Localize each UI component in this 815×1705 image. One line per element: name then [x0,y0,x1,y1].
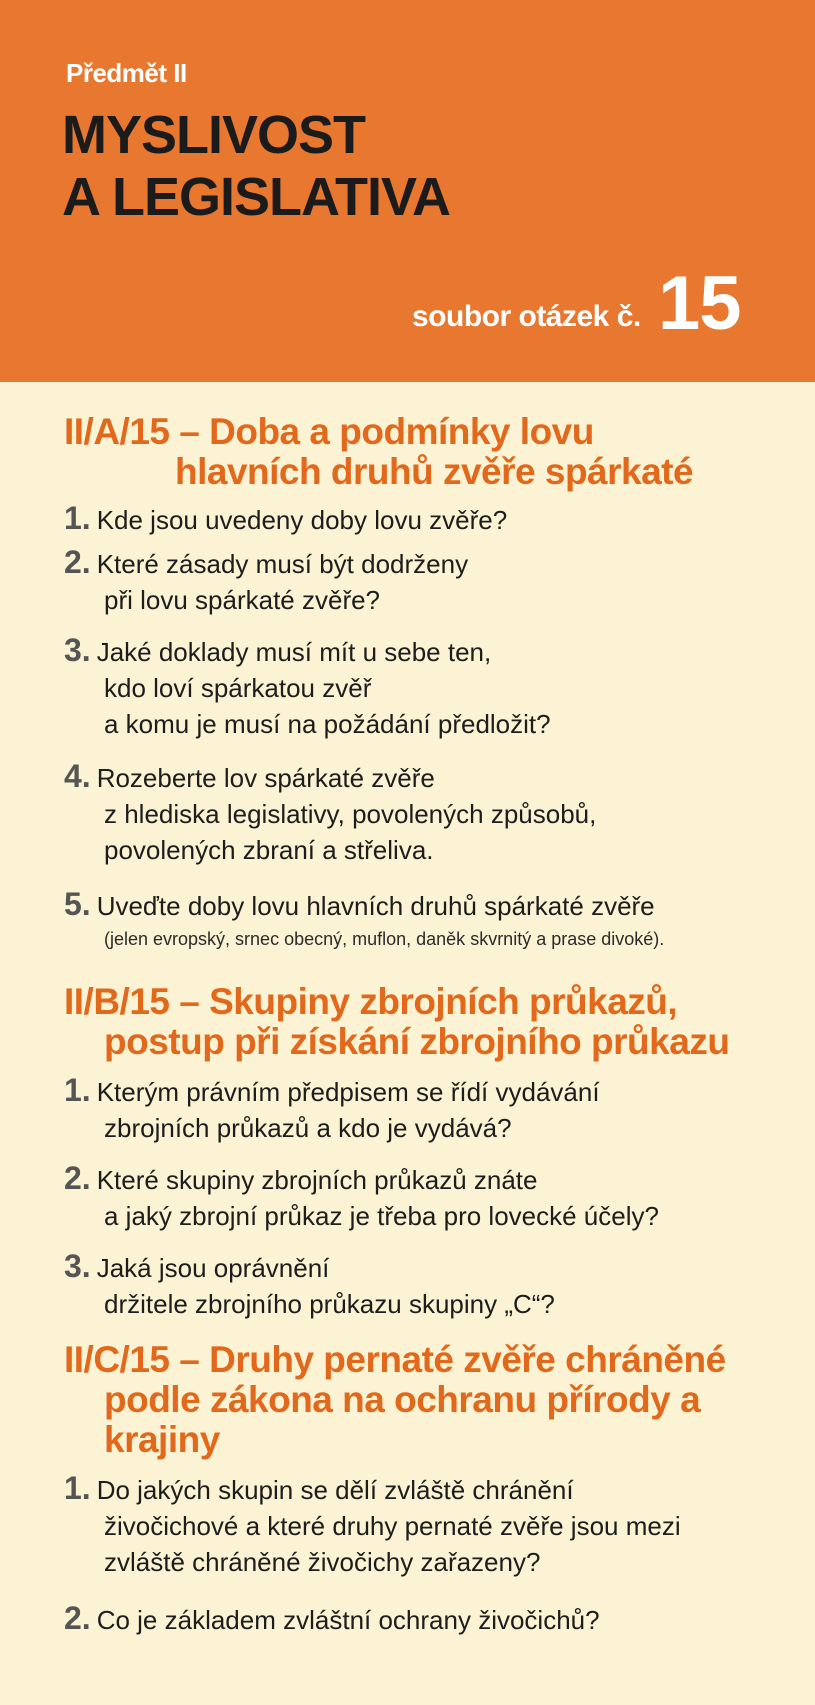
set-number: 15 [658,261,741,346]
question-text: Které zásady musí být dodrženy [96,549,469,579]
question-a-1 [64,500,507,538]
question-text: Které skupiny zbrojních průkazů znáte [96,1165,538,1195]
question-text: a komu je musí na požádání předložit? [104,709,551,739]
question-text: kdo loví spárkatou zvěř [104,673,372,703]
section-c-title-line-1: II/C/15 – Druhy pernaté zvěře chráněné [64,1339,726,1380]
question-number: 3. [64,1248,91,1284]
question-number: 3. [64,632,91,668]
set-label: soubor otázek č. [412,300,641,333]
section-b-title-line-2: postup při získání zbrojního průkazu [104,1021,730,1062]
section-a-title-line-2: hlavních druhů zvěře spárkaté [175,451,694,492]
question-text: živočichové a které druhy pernaté zvěře jsou mezi [104,1511,681,1541]
question-c-2 [64,1600,600,1638]
question-b-1 [64,1072,600,1146]
question-text: Rozeberte lov spárkaté zvěře [96,763,435,793]
question-number: 2. [64,544,91,580]
question-text: zbrojních průkazů a kdo je vydává? [104,1113,512,1143]
question-number: 2. [64,1160,91,1196]
page-title [62,104,450,228]
header-banner [0,0,815,382]
question-number: 1. [64,500,91,536]
question-text: Co je základem zvláštní ochrany živočichů? [96,1605,600,1635]
question-number: 1. [64,1072,91,1108]
section-a-title [64,412,693,492]
question-number: 2. [64,1600,91,1636]
question-text: zvláště chráněné živočichy zařazeny? [104,1547,541,1577]
section-a-title-line-1: II/A/15 – Doba a podmínky lovu [64,411,594,452]
subject-label: Předmět II [66,58,187,88]
section-b-title-line-1: II/B/15 – Skupiny zbrojních průkazů, [64,981,678,1022]
question-text: Uveďte doby lovu hlavních druhů spárkaté zvěře [96,891,655,921]
question-number: 5. [64,886,91,922]
question-number: 4. [64,758,91,794]
question-b-2 [64,1160,659,1234]
question-text: z hlediska legislativy, povolených způsobů, [104,799,597,829]
section-b-title [64,982,729,1062]
title-line-1: MYSLIVOST [62,105,366,165]
section-c-title [64,1340,726,1460]
question-a-4 [64,758,596,868]
question-a-5 [64,886,664,954]
section-c-title-line-3: krajiny [104,1419,220,1460]
question-a-3 [64,632,551,742]
question-text: Jaké doklady musí mít u sebe ten, [96,637,492,667]
question-text: Kterým právním předpisem se řídí vydávání [96,1077,600,1107]
section-c-title-line-2: podle zákona na ochranu přírody a [104,1379,701,1420]
question-note: (jelen evropský, srnec obecný, muflon, daněk skvrnitý a prase divoké). [104,929,665,949]
question-text: povolených zbraní a střeliva. [104,835,434,865]
question-c-1 [64,1470,681,1580]
title-line-2: A LEGISLATIVA [62,167,450,227]
question-text: a jaký zbrojní průkaz je třeba pro lovecké účely? [104,1201,659,1231]
question-b-3 [64,1248,555,1322]
question-text: při lovu spárkaté zvěře? [104,585,381,615]
question-number: 1. [64,1470,91,1506]
question-a-2 [64,544,468,618]
question-text: Kde jsou uvedeny doby lovu zvěře? [96,505,508,535]
question-text: Jaká jsou oprávnění [96,1253,330,1283]
question-text: držitele zbrojního průkazu skupiny „C“? [104,1289,555,1319]
question-text: Do jakých skupin se dělí zvláště chránění [96,1475,574,1505]
